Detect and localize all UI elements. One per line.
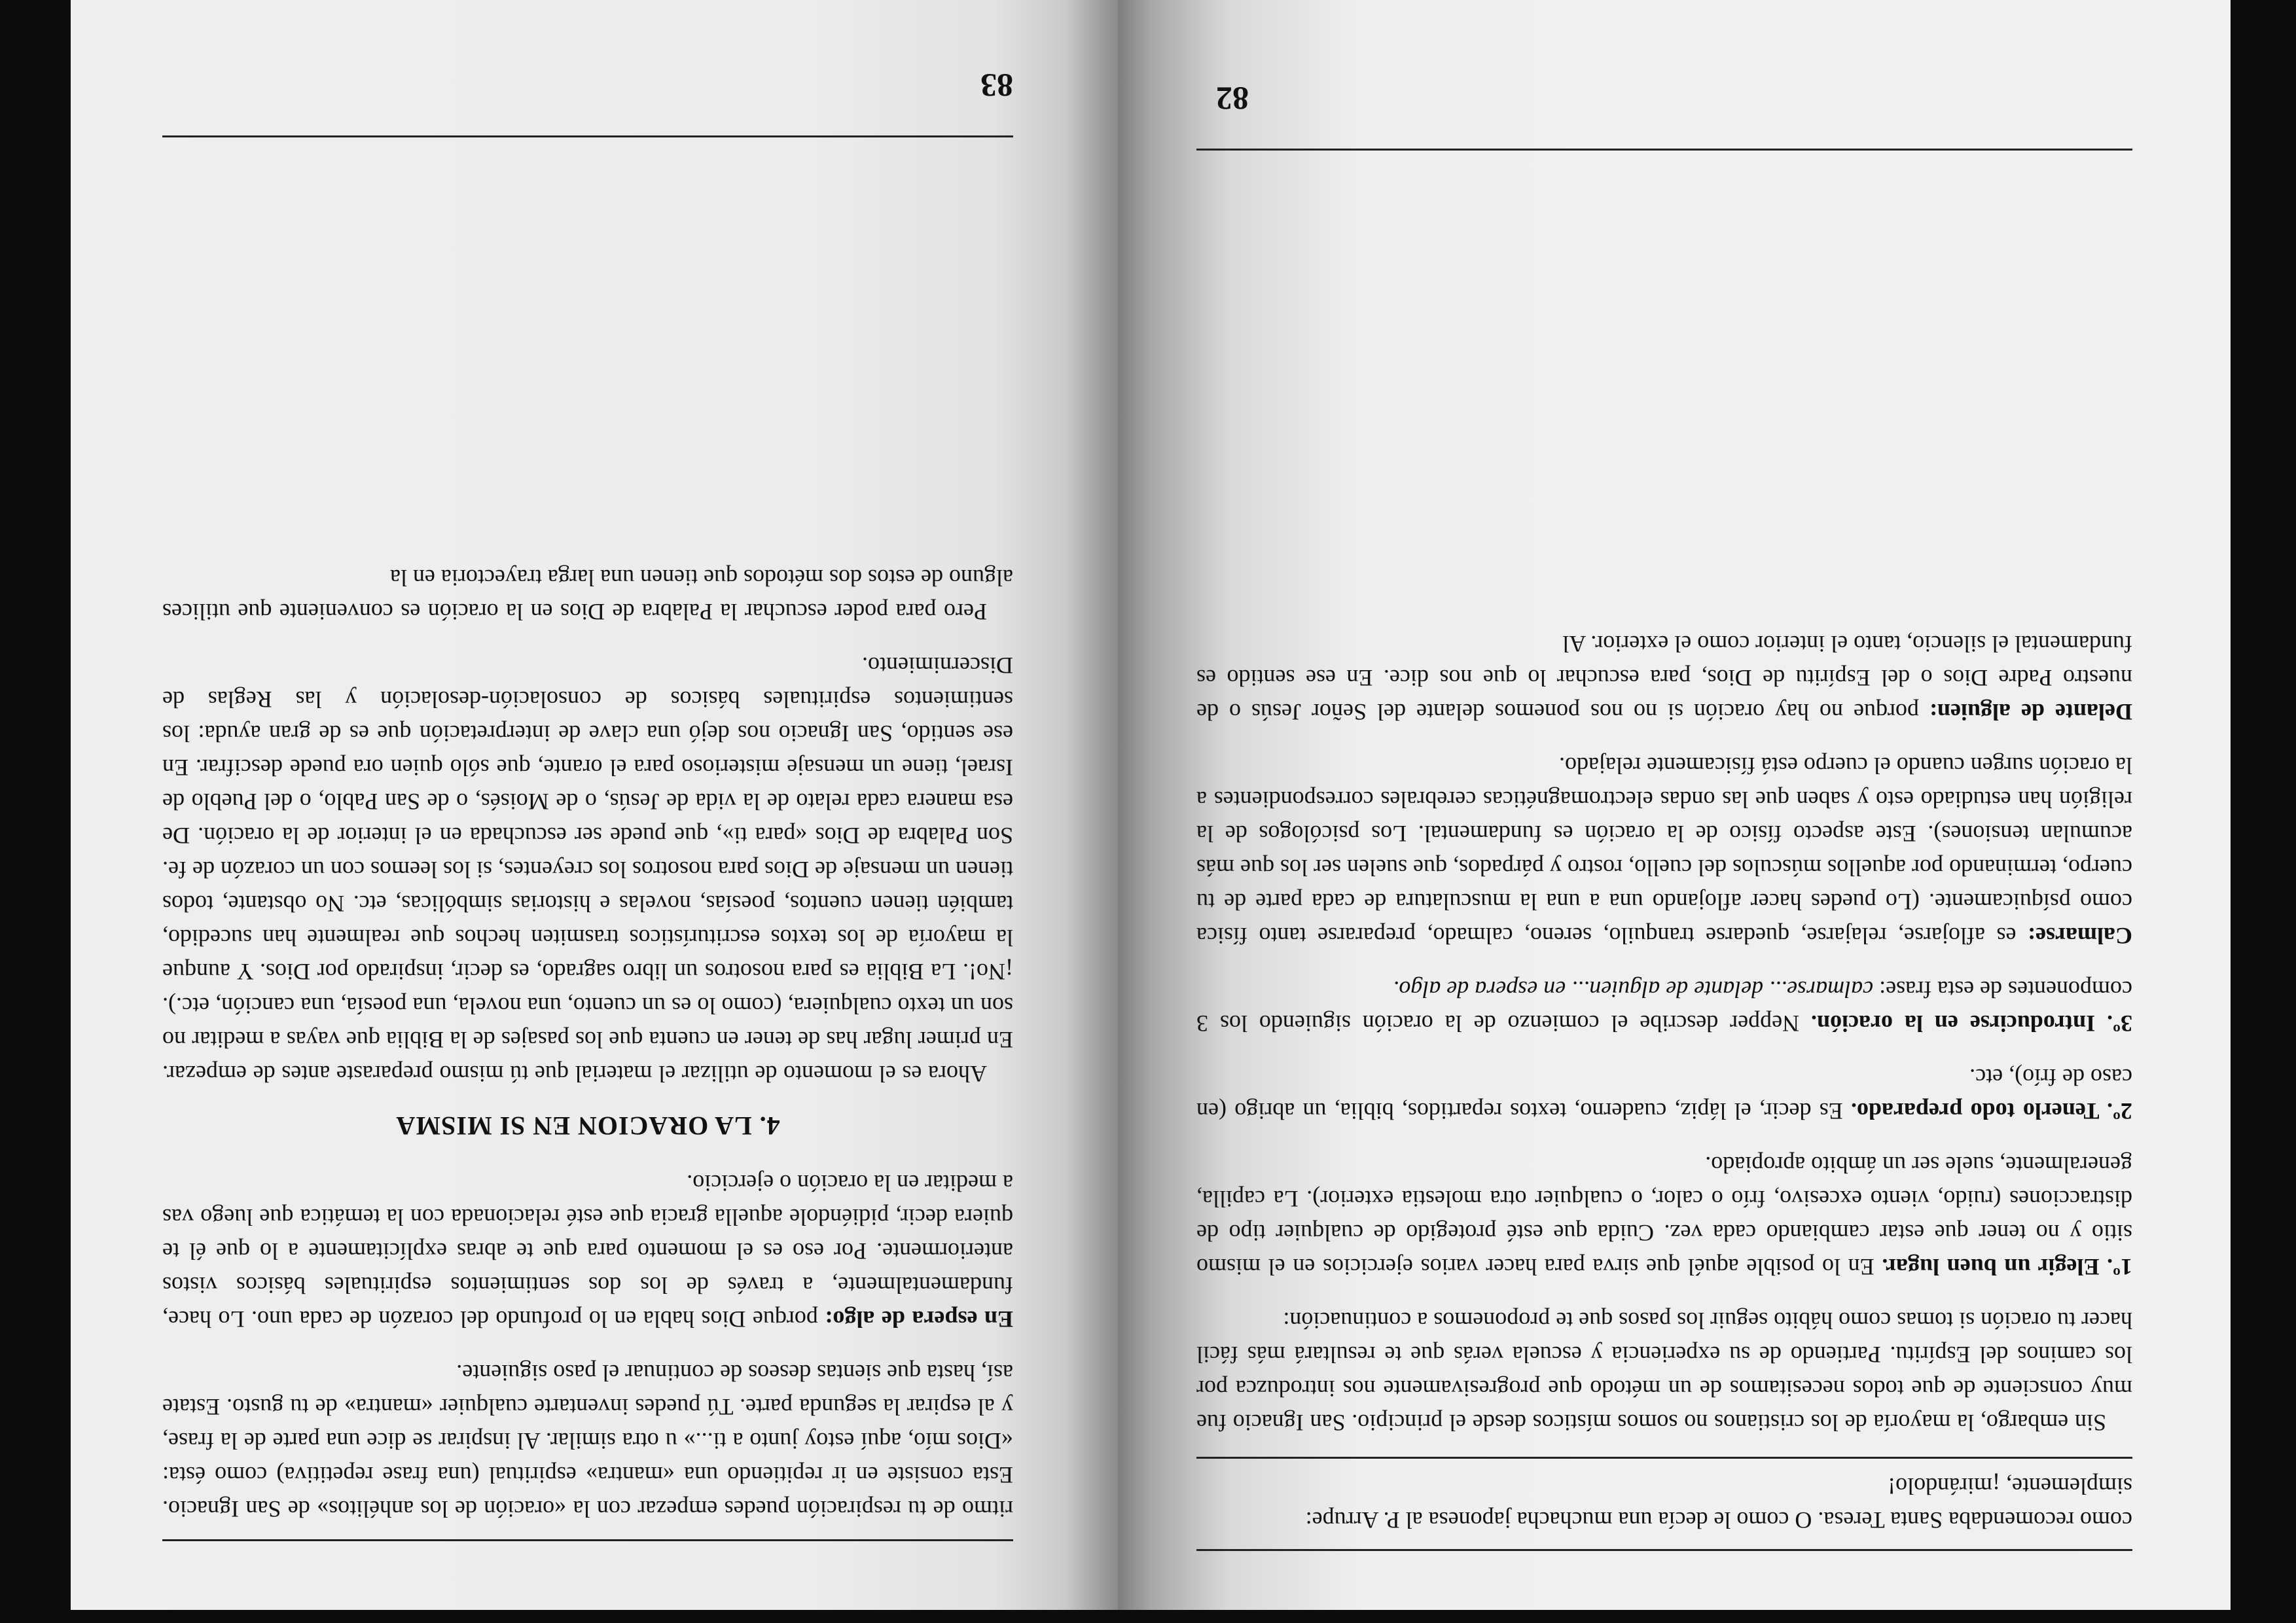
top-rule [1196,1549,2132,1551]
step-2-label: 2º. Tenerlo todo preparado. [1850,1098,2132,1124]
section-paragraph-2: Pero para poder escuchar la Palabra de Dios en la oración es conveniente que utilices alguno de estos dos métodos que tienen una larga trayectoria en la [162,565,1013,625]
step-3-italic: calmarse... delante de alguien... en espera de algo. [1393,976,1874,1003]
step-3-paragraph [1196,972,2132,1041]
intro-paragraph: Sin embargo, la mayoría de los cristianos no somos místicos desde el principio. San Ignacio fue muy consciente de que todos necesitamos de un método que progresivamente nos introduzca por los caminos del Espíritu. Partiendo de su experiencia y escuela verás que te resultará más fácil hacer tu oración si tomas como hábito seguir los pasos que te proponemos a continuación: [1196,1308,2132,1436]
calm-paragraph [1196,749,2132,953]
step-2-text: Es decir, el lápiz, cuaderno, textos repartidos, biblia, un abrigo (en caso de frío), etc. [1196,1064,2132,1124]
bottom-rule [1196,149,2132,151]
left-page [1118,0,2231,1610]
wait-text: porque Dios habla en lo profundo del corazón de cada uno. Lo hace, fundamentalmente, a través de los dos sentimientos espirituales básicos vistos anteriormente. Por eso es el momento para que te abras explícitamente a lo que él te quiera decir, pidiéndole aquella gracia que esté relacionada con la temática que luego vas a meditar en la oración o ejercicio. [162,1170,1013,1332]
section-paragraph-1: Ahora es el momento de utilizar el material que tú mismo preparaste antes de empezar. En primer lugar has de tener en cuenta que los pasajes de la Biblia que vayas a meditar no son un texto cualquiera, (como lo es un cuento, una novela, una poesía, una canción, etc.). ¡No!. La Biblia es para nosotros un libro sagrado, es decir, inspirado por Dios. Y aunque la mayoría de los textos escriturísticos trasmiten hechos que realmente han sucedido, también tienen cuentos, poesías, novelas e historias simbólicas, etc. No obstante, todos tienen un mensaje de Dios para nosotros los creyentes, si los leemos con un corazón de fe. Son Palabra de Dios «para ti», que puede ser escuchada en el interior de la oración. De esa manera cada relato de la vida de Jesús, o de Moisés, o de San Pablo, o del Pueblo de Israel, tiene un mensaje misterioso para el orante, que sólo quien ora puede descifrar. En ese sentido, San Ignacio nos dejó una clave de interpretación que es de gran ayuda: los sentimientos espirituales básicos de consolación-desolación y las Reglas de Discernimiento. [162,652,1013,1087]
step-3-text: Nepper describe el comienzo de la oración siguiendo los 3 componentes de esta frase: [1196,976,2132,1037]
page-number: 83 [980,67,1013,104]
before-text: porque no hay oración si no nos ponemos delante del Señor Jesús o de nuestro Padre Dios o del Espíritu de Dios, para escuchar lo que nos dice. En ese sentido es fundamental el silencio, tanto el interior como el exterior. Al [1196,631,2132,725]
section-heading: 4. LA ORACION EN SI MISMA [395,1111,780,1141]
bottom-rule [162,135,1013,137]
separator-rule [1196,1457,2132,1459]
step-1-paragraph [1196,1148,2132,1284]
before-paragraph [1196,627,2132,729]
running-text: como recomendaba Santa Teresa. O como le decía una muchacha japonesa al P. Arrupe: simplemente, ¡mirándolo! [1305,1473,2132,1533]
top-rule [162,1539,1013,1541]
wait-paragraph [162,1166,1013,1336]
wait-label: En espera de algo: [825,1306,1013,1332]
calm-text: es aflojarse, relajarse, quedarse tranquilo, sereno, calmado, prepararse tanto física como psíquicamente. (Lo puedes hacer aflojando una a una la musculatura de cada parte de tu cuerpo, terminando por aquellos músculos del cuello, rostro y párpados, que suelen ser los que más acumulan tensiones). Este aspecto físico de la oración es fundamental. Los psicólogos de la religión han estudiado esto y saben que las ondas electromagnéticas cerebrales correspondientes a la oración surgen cuando el cuerpo está físicamente relajado. [1196,753,2132,949]
step-1-text: En lo posible aquél que sirva para hacer varios ejercicios en el mismo sitio y no tener que estar cambiando cada vez. Cuida que esté protegido de cualquier tipo de distracciones (ruido, viento excesivo, frío o calor, o cualquier otra molestia exterior). La capilla, generalmente, suele ser un ámbito apropiado. [1196,1152,2132,1280]
step-1-label: 1º. Elegir un buen lugar. [1882,1254,2132,1280]
step-2-paragraph [1196,1060,2132,1128]
before-label: Delante de alguien: [1929,699,2132,725]
right-page [71,0,1118,1610]
step-3-label: 3º. Introducirse en la oración. [1811,1010,2132,1037]
page-number: 82 [1216,80,1249,117]
calm-label: Calmarse: [2028,923,2132,949]
running-paragraph: ritmo de tu respiración puedes empezar con la «oración de los anhélitos» de San Ignacio. Esta consiste en ir repitiendo una «mantra» espiritual (una frase repetitiva) como ésta: «Dios mío, aquí estoy junto a ti...» u otra similar. Al inspirar se dice una parte de la frase, y al espirar la segunda parte. Tú puedes inventarte cualquier «mantra» de tu gusto. Estate así, hasta que sientas deseos de continuar el paso siguiente. [162,1360,1013,1522]
